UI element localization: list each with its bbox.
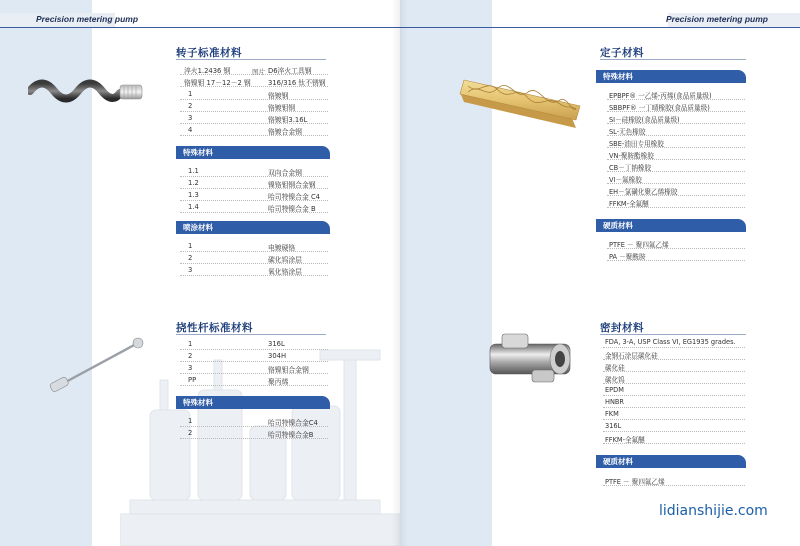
rotor-image <box>28 77 148 109</box>
stator-section-title: 定子材料 <box>600 47 644 59</box>
rotor-special-row: 1.2 镍铬钼钢合金钢 <box>180 177 328 189</box>
seal-item: FDA, 3-A, USP Class VI, EG1935 grades. <box>603 336 745 348</box>
seal-item: FFKM-全氟醚 <box>603 432 745 444</box>
shaft-section-title: 挠性杆标准材料 <box>176 322 253 334</box>
seal-title-rule <box>600 334 746 335</box>
rotor-coating-badge: 喷涂材料 <box>176 221 330 234</box>
stator-hard-item: PA －聚酰胺 <box>607 249 745 261</box>
stator-hard-item: PTFE － 聚四氟乙烯 <box>607 237 745 249</box>
stator-image <box>456 72 586 132</box>
shaft-std-row: PP 聚丙烯 <box>180 374 328 386</box>
stator-special-item: EPBPF® 一乙烯-丙烯(食品质量级) <box>607 88 745 100</box>
website-link[interactable]: lidianshijie.com <box>659 503 768 519</box>
shaft-special-badge: 特殊材料 <box>176 396 330 409</box>
stator-special-item: VN-聚胺酯橡胶 <box>607 148 745 160</box>
seal-item: 碳化硅 <box>603 360 745 372</box>
stator-special-item: VI－氟橡胶 <box>607 172 745 184</box>
rotor-coating-row: 3 氧化铬涂层 <box>180 264 328 276</box>
shaft-std-row: 1 316L <box>180 338 328 350</box>
stator-hard-badge: 硬质材料 <box>596 219 746 232</box>
stator-special-item: EH－氯磺化聚乙烯橡胶 <box>607 184 745 196</box>
seal-hard-item: PTFE － 聚四氟乙烯 <box>603 474 745 486</box>
rotor-std-row: 4 铬镀合金钢 <box>180 124 328 136</box>
flexible-shaft-image <box>46 336 150 396</box>
rotor-special-badge: 特殊材料 <box>176 146 330 159</box>
left-header-title: Precision metering pump <box>36 14 139 24</box>
seal-item: HNBR <box>603 396 745 408</box>
shaft-special-row: 1 哈司特镍合金C4 <box>180 415 328 427</box>
seal-item: 316L <box>603 420 745 432</box>
seal-item: 金钢石涂层碳化硅 <box>603 348 745 360</box>
rotor-special-row: 1.1 双向合金钢 <box>180 165 328 177</box>
seal-hard-badge: 硬质材料 <box>596 455 746 468</box>
stator-special-item: CB－丁钠橡胶 <box>607 160 745 172</box>
stator-title-rule <box>600 59 746 60</box>
rotor-section-title: 转子标准材料 <box>176 47 242 59</box>
rotor-special-row: 1.3 哈司特镍合金 C4 <box>180 189 328 201</box>
seal-section-title: 密封材料 <box>600 322 644 334</box>
right-header-title: Precision metering pump <box>665 14 768 24</box>
shaft-std-row: 3 铬镍钼合金钢 <box>180 362 328 374</box>
stator-special-item: SBBPF® 一丁晴橡胶(食品质量级) <box>607 100 745 112</box>
rotor-coating-row: 1 电镀硬铬 <box>180 240 328 252</box>
stator-special-item: SBE-油田专用橡胶 <box>607 136 745 148</box>
shaft-std-row: 2 304H <box>180 350 328 362</box>
rotor-std-row: 铬镍钼 17－12－2 钢 316/316 钛不锈钢 <box>180 75 328 87</box>
rotor-special-row: 1.4 哈司特镍合金 B <box>180 201 328 213</box>
shaft-special-row: 2 哈司特镍合金B <box>180 427 328 439</box>
rotor-std-row: 1 铬镀钢 <box>180 88 328 100</box>
rotor-coating-row: 2 碳化钨涂层 <box>180 252 328 264</box>
rotor-std-row: 淬火1.2436 钢 D6淬火工具钢 <box>180 63 328 75</box>
page-fold <box>392 0 408 546</box>
bracket-label: 图片 <box>252 68 265 76</box>
stator-special-item: FFKM-全氟醚 <box>607 196 745 208</box>
seal-item: EPDM <box>603 384 745 396</box>
shaft-title-rule <box>176 334 326 335</box>
seal-item: FKM <box>603 408 745 420</box>
rotor-title-rule <box>176 59 326 60</box>
rotor-std-row: 2 铬镀钼钢 <box>180 100 328 112</box>
right-page <box>400 0 800 546</box>
stator-special-item: SI－硅橡胶(食品质量级) <box>607 112 745 124</box>
left-header-rule <box>0 27 400 28</box>
stator-special-badge: 特殊材料 <box>596 70 746 83</box>
stator-special-item: SL-无色橡胶 <box>607 124 745 136</box>
right-header-rule <box>400 27 800 28</box>
rotor-std-row: 3 铬镀钼3.16L <box>180 112 328 124</box>
seal-item: 碳化钨 <box>603 372 745 384</box>
mechanical-seal-image <box>488 324 574 394</box>
